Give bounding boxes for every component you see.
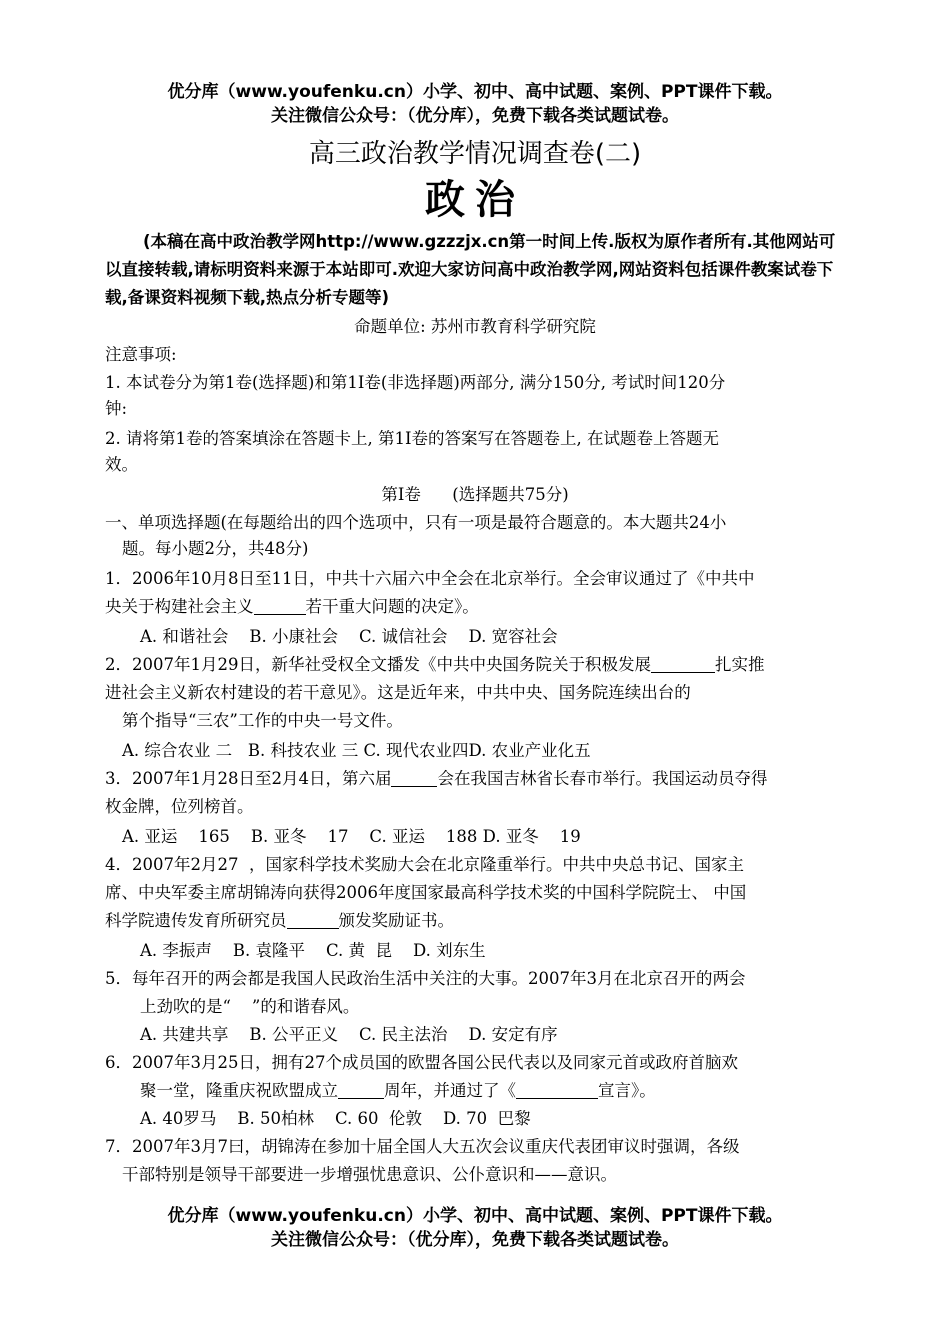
notice-item-1-cont: 钟: [105, 399, 128, 418]
notice-item-2: 2. 请将第1卷的答案填涂在答题卡上, 第1I卷的答案写在答题卷上, 在试题卷上答题无 [105, 429, 719, 448]
notice-item-2-cont: 效。 [105, 455, 138, 474]
question-6: 6．2007年3月25日，拥有27个成员国的欧盟各国公民代表以及同家元首或政府首脑欢 [105, 1053, 738, 1072]
subject-title: 政治 [425, 177, 525, 223]
q2-text-a: 2．2007年1月29日，新华社受权全文播发《中共中央国务院关于积极发展 [105, 655, 651, 674]
answer-blank [516, 1080, 598, 1099]
q3-text-b: 会在我国吉林省长春市举行。我国运动员夺得 [437, 769, 768, 788]
question-7-cont: 干部特别是领导干部要进一步增强忧患意识、公仆意识和——意识。 [122, 1165, 617, 1184]
q4-text-a: 科学院遗传发育所研究员 [105, 911, 287, 930]
exam-title: 高三政治教学情况调查卷(二) [308, 139, 642, 169]
q1-text-a: 央关于构建社会主义 [105, 597, 254, 616]
question-2-cont: 进社会主义新农村建设的若干意见》。这是近年来，中共中央、国务院连续出台的 [105, 683, 691, 702]
section-intro: 一、单项选择题(在每题给出的四个选项中，只有一项是最符合题意的。本大题共24小 [105, 513, 727, 532]
notice-heading: 注意事项: [105, 345, 177, 364]
question-3-options: A. 亚运 165 B. 亚冬 17 C. 亚运 188 D. 亚冬 19 [122, 827, 581, 846]
question-2-cont-2: 第个指导“三农”工作的中央一号文件。 [122, 711, 403, 730]
notice-item-1: 1. 本试卷分为第1卷(选择题)和第1I卷(非选择题)两部分, 满分150分, 考试时间120分 [105, 373, 726, 392]
question-6-options: A. 40罗马 B. 50柏林 C. 60 伦敦 D. 70 巴黎 [140, 1109, 531, 1128]
question-1: 1．2006年10月8日至11日，中共十六届六中全会在北京举行。全会审议通过了《中共中 [105, 569, 755, 588]
header-line-1: 优分库（www.youfenku.cn）小学、初中、高中试题、案例、PPT课件下载。 [167, 82, 783, 102]
question-4-options: A. 李振声 B. 袁隆平 C. 黄 昆 D. 刘东生 [140, 941, 486, 960]
question-3-cont: 枚金牌，位列榜首。 [105, 797, 254, 816]
answer-blank [287, 910, 339, 929]
question-4: 4．2007年2月27 ，国家科学技术奖励大会在北京隆重举行。中共中央总书记、国家主 [105, 855, 744, 874]
question-7: 7．2007年3月7曰，胡锦涛在参加十届全国人大五次会议重庆代表团审议时强调，各级 [105, 1137, 740, 1156]
question-5: 5．每年召开的两会都是我国人民政治生活中关注的大事。2007年3月在北京召开的两会 [105, 969, 746, 988]
footer-line-2: 关注微信公众号：（优分库），免费下载各类试题试卷。 [271, 1230, 679, 1250]
question-1-options: A. 和谐社会 B. 小康社会 C. 诚信社会 D. 宽容社会 [140, 627, 558, 646]
q1-text-b: 若干重大问题的决定》。 [305, 597, 479, 616]
q6-text-b: 周年，并通过了《 [384, 1081, 516, 1100]
q2-text-b: 扎实推 [714, 655, 765, 674]
question-3 [105, 766, 767, 792]
question-5-cont: 上劲吹的是“ ”的和谐春风。 [140, 997, 360, 1016]
answer-blank [391, 768, 437, 787]
question-4-cont-2 [105, 908, 454, 934]
footer-line-1: 优分库（www.youfenku.cn）小学、初中、高中试题、案例、PPT课件下载。 [167, 1206, 783, 1226]
q6-text-c: 宣言》。 [598, 1081, 656, 1100]
section-title: 第Ⅰ卷 (选择题共75分) [381, 485, 569, 504]
question-5-options: A. 共建共享 B. 公平正义 C. 民主法治 D. 安定有序 [140, 1025, 558, 1044]
source-note: (本稿在高中政治教学网http://www.gzzzjx.cn第一时间上传.版权为原作者所有.其他网站可以直接转载,请标明资料来源于本站即可.欢迎大家访问高中政治教学网,网站资料包括课件教案试卷下载,备课资料视频下载,热点分析专题等) [105, 232, 836, 307]
question-2 [105, 652, 764, 678]
question-2-options: A. 综合农业 二 B. 科技农业 三 C. 现代农业四D. 农业产业化五 [122, 741, 591, 760]
question-4-cont: 席、中央军委主席胡锦涛向获得2006年度国家最高科学技术奖的中国科学院院士、 中国 [105, 883, 747, 902]
question-1-cont [105, 594, 479, 620]
answer-blank [254, 596, 306, 615]
answer-blank [651, 654, 715, 673]
header-line-2: 关注微信公众号：（优分库），免费下载各类试题试卷。 [271, 106, 679, 126]
q3-text-a: 3．2007年1月28日至2月4日，第六届 [105, 769, 392, 788]
setter-unit: 命题单位: 苏州市教育科学研究院 [354, 317, 596, 336]
question-6-cont [140, 1078, 656, 1104]
q4-text-b: 颁发奖励证书。 [338, 911, 454, 930]
section-intro-cont: 题。每小题2分，共48分) [122, 539, 309, 558]
q6-text-a: 聚一堂，隆重庆祝欧盟成立 [140, 1081, 338, 1100]
answer-blank [338, 1080, 384, 1099]
